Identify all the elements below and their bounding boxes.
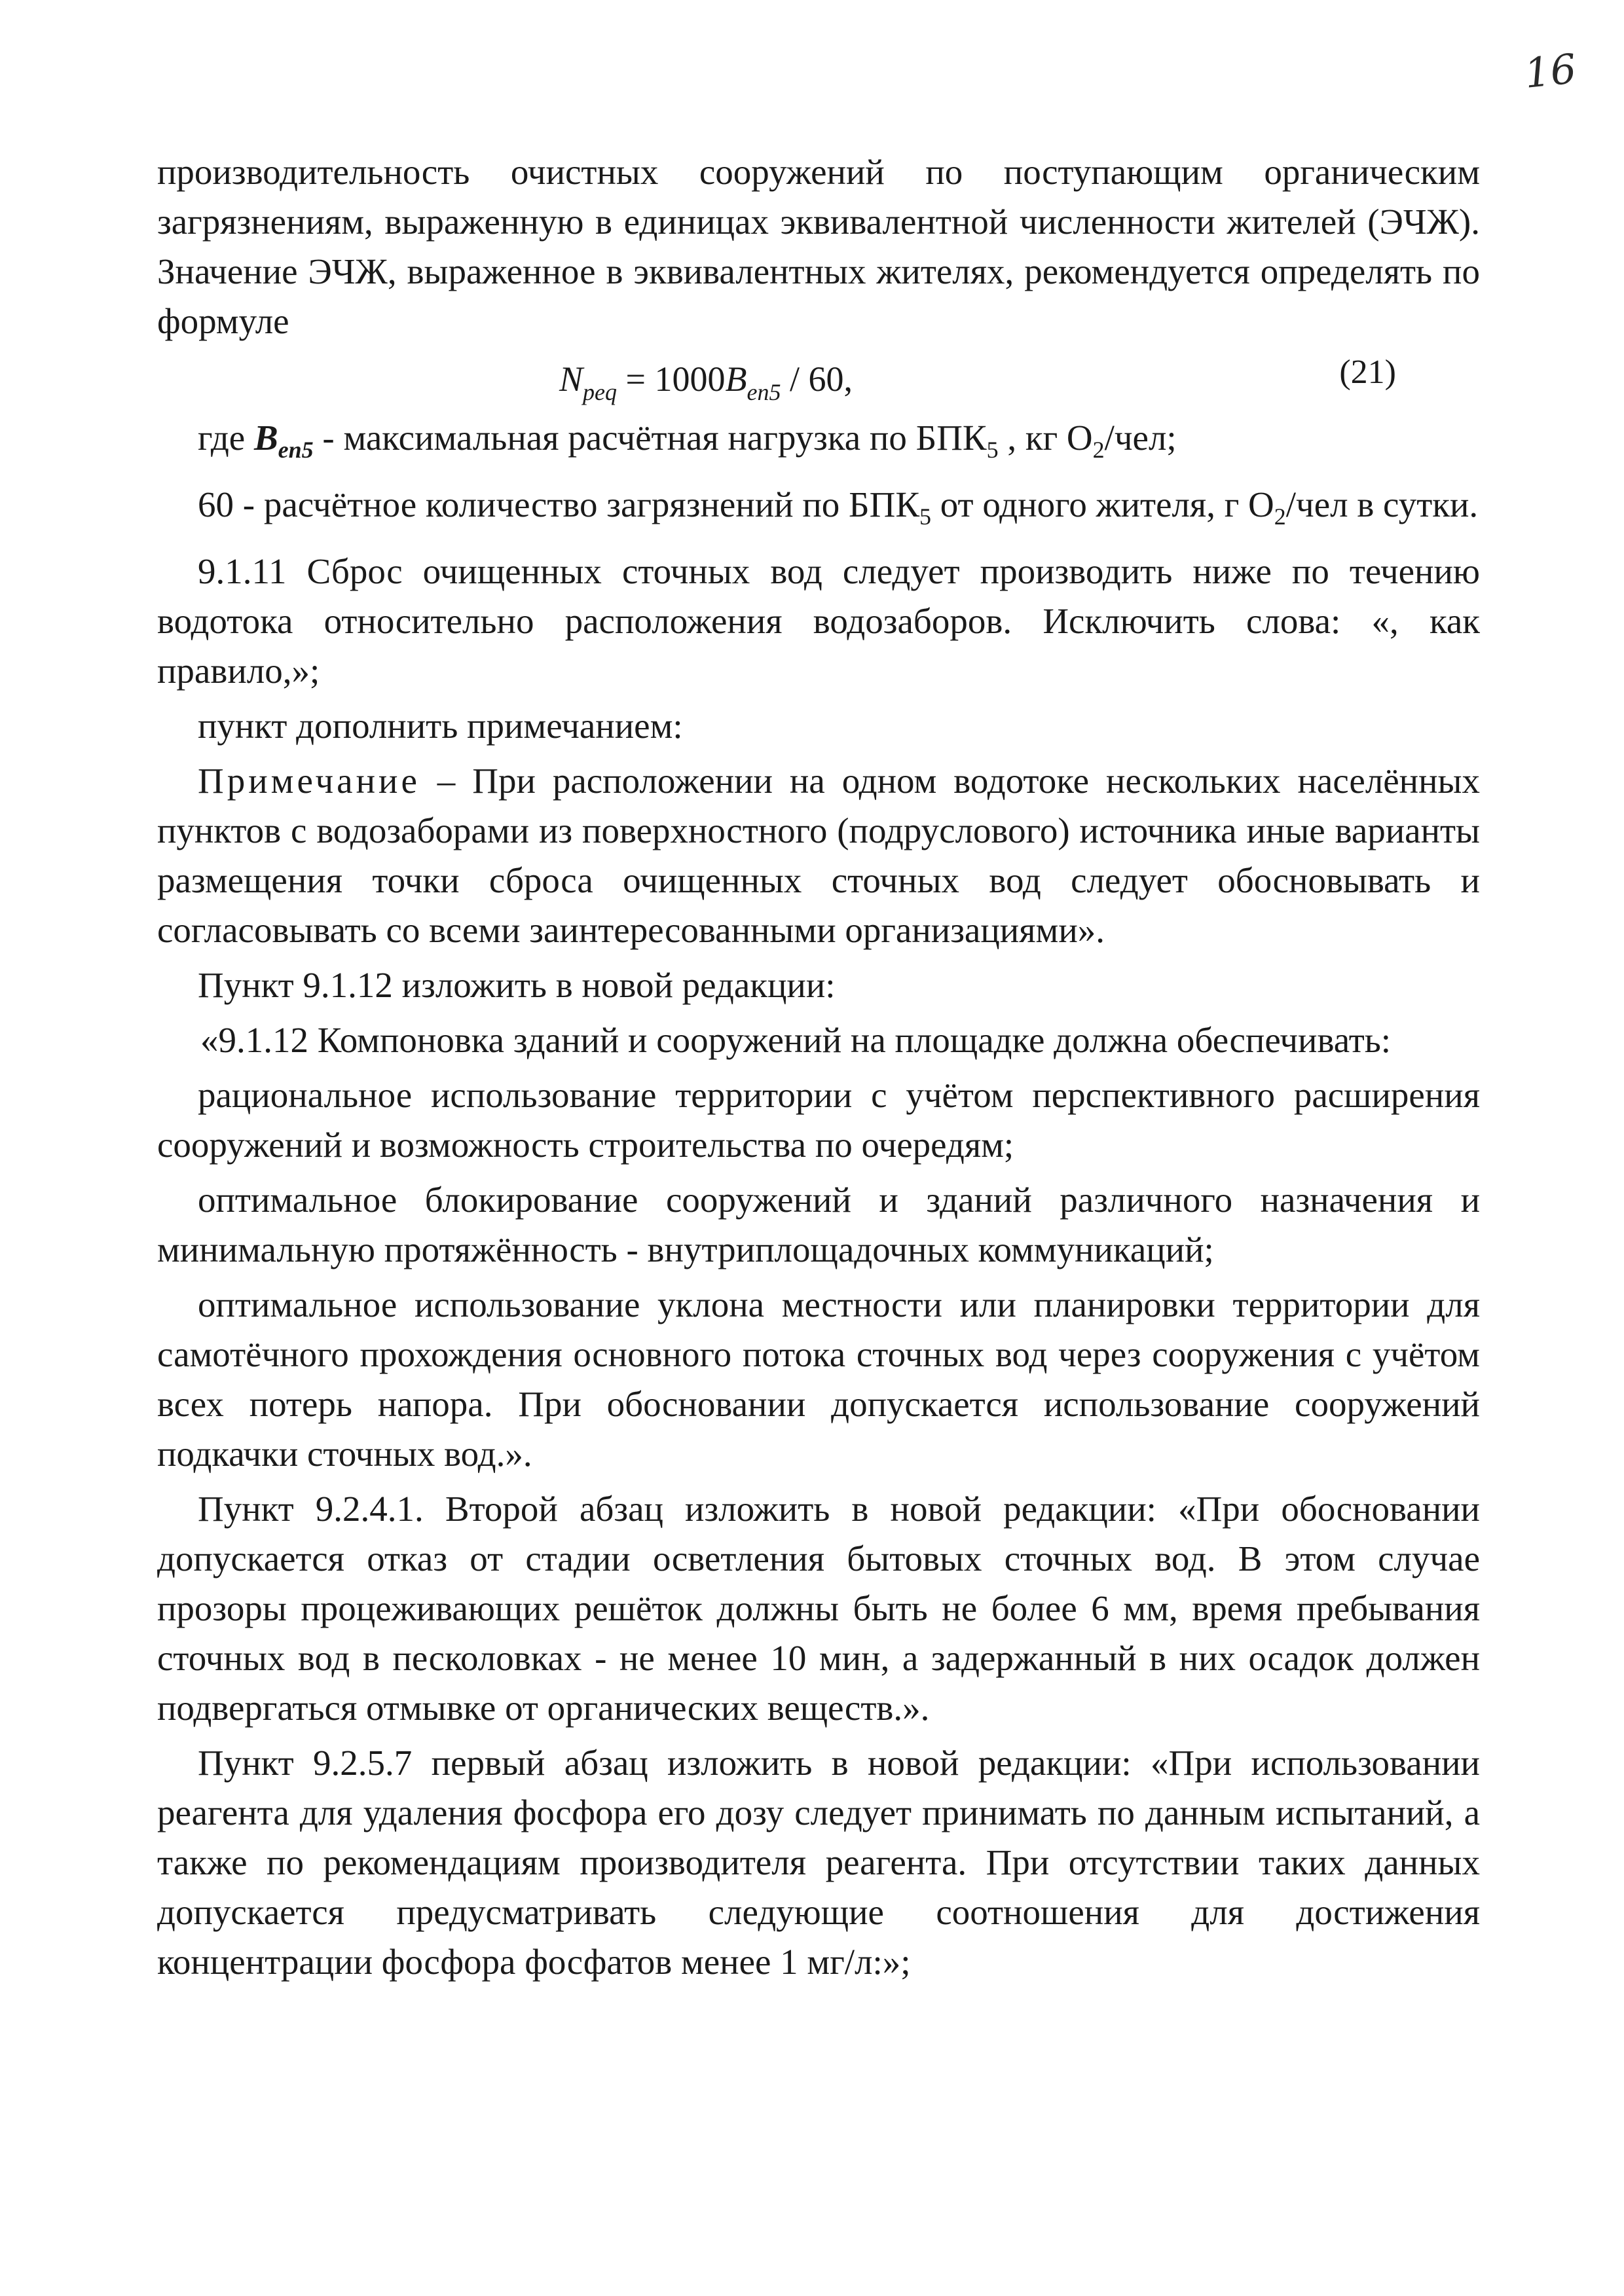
where-text-b: , кг О xyxy=(998,418,1093,458)
where-prefix: где xyxy=(198,418,254,458)
formula-21 xyxy=(559,354,853,417)
paragraph-9-1-12-b: оптимальное блокирование сооружений и зданий различного назначения и минимальную протяжённость - внутриплощадочных коммуникаций; xyxy=(157,1180,1480,1269)
where-text-a: - максимальная расчётная нагрузка по БПК xyxy=(313,418,987,458)
sixty-text-b: от одного жителя, г О xyxy=(931,484,1274,524)
note-text: – При расположении на одном водотоке нескольких населённых пунктов с водозаборами из поверхностного (подруслового) источника иные варианты размещения точки сброса очищенных сточных вод следует обосновывать и согласовывать со всеми заинтересованными организациями». xyxy=(157,761,1480,950)
formula-number: (21) xyxy=(1339,354,1396,391)
paragraph-9-2-4-1: Пункт 9.2.4.1. Второй абзац изложить в новой редакции: «При обосновании допускается отказ от стадии осветления бытовых сточных вод. В этом случае прозоры процеживающих решёток должны быть не более 6 мм, время пребывания сточных вод в песколовках - не менее 10 мин, а задержанный в них осадок должен подвергаться отмывке от органических веществ.». xyxy=(157,1489,1480,1728)
note-label: Примечание xyxy=(198,761,420,801)
document-body xyxy=(157,147,1480,1992)
paragraph-note-intro: пункт дополнить примечанием: xyxy=(198,706,683,746)
where-var: B xyxy=(253,418,278,458)
formula-coef: = 1000 xyxy=(617,359,726,399)
sixty-text-c: /чел в сутки. xyxy=(1285,484,1479,524)
where-var-sub: en5 xyxy=(278,437,314,463)
paragraph-where xyxy=(157,413,1480,475)
where-sub-a: 5 xyxy=(986,437,999,463)
formula-tail: / 60, xyxy=(781,359,853,399)
paragraph-9-2-5-7: Пункт 9.2.5.7 первый абзац изложить в новой редакции: «При использовании реагента для удаления фосфора его дозу следует принимать по данным испытаний, а также по рекомендациям производителя реагента. При отсутствии таких данных допускается предусматривать следующие соотношения для достижения концентрации фосфора фосфатов менее 1 мг/л:»; xyxy=(157,1743,1480,1982)
paragraph-intro: производительность очистных сооружений по поступающим органическим загрязнениям, выраженную в единицах эквивалентной численности жителей (ЭЧЖ). Значение ЭЧЖ, выраженное в эквивалентных жителях, рекомендуется определять по формуле xyxy=(157,152,1480,341)
formula-rhs-sub: en5 xyxy=(747,379,781,405)
paragraph-9-1-11: 9.1.11 Сброс очищенных сточных вод следует производить ниже по течению водотока относительно расположения водозаборов. Исключить слова: «, как правило,»; xyxy=(157,551,1480,691)
paragraph-9-1-12-a: рациональное использование территории с учётом перспективного расширения сооружений и возможность строительства по очередям; xyxy=(157,1075,1480,1165)
sixty-text-a: 60 - расчётное количество загрязнений по БПК xyxy=(198,484,920,524)
where-sub-b: 2 xyxy=(1092,437,1105,463)
sixty-sub-b: 2 xyxy=(1274,503,1286,530)
paragraph-note xyxy=(157,756,1480,955)
formula-row xyxy=(157,352,1480,409)
formula-lhs-var: N xyxy=(559,359,583,399)
where-text-c: /чел; xyxy=(1104,418,1177,458)
formula-lhs-sub: peq xyxy=(583,379,618,405)
paragraph-sixty xyxy=(157,480,1480,541)
paragraph-9-1-12-c: оптимальное использование уклона местности или планировки территории для самотёчного прохождения основного потока сточных вод через сооружения с учётом всех потерь напора. При обосновании допускается использование сооружений подкачки сточных вод.». xyxy=(157,1285,1480,1474)
paragraph-9-1-12-intro: Пункт 9.1.12 изложить в новой редакции: xyxy=(198,965,836,1005)
page-number: 16 xyxy=(1522,45,1579,98)
sixty-sub-a: 5 xyxy=(919,503,932,530)
formula-rhs-var: B xyxy=(725,359,747,399)
paragraph-9-1-12-head: «9.1.12 Компоновка зданий и сооружений на площадке должна обеспечивать: xyxy=(200,1020,1392,1060)
